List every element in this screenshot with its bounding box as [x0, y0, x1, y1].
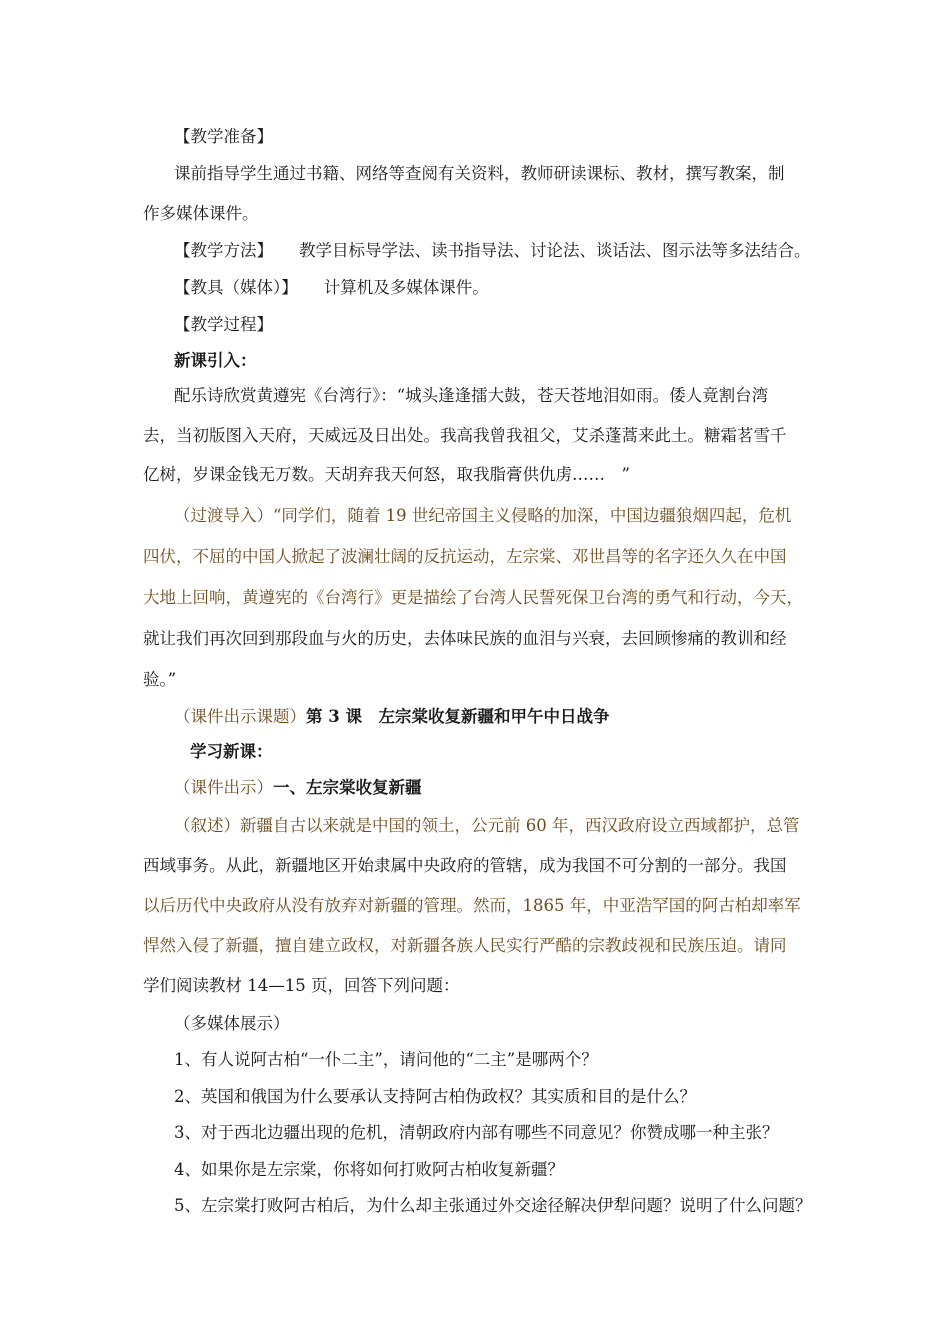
question-item: 2、英国和俄国为什么要承认支持阿古柏伪政权？其实质和目的是什么？	[174, 1087, 696, 1106]
intro-heading: 新课引入：	[174, 351, 257, 370]
question-item: 3、对于西北边疆出现的危机，清朝政府内部有哪些不同意见？你赞成哪一种主张？	[174, 1123, 779, 1142]
narration-line: 西域事务。从此，新疆地区开始隶属中央政府的管辖，成为我国不可分割的一部分。我国	[143, 856, 787, 875]
poem-line: 配乐诗欣赏黄遵宪《台湾行》：“城头逢逢擂大鼓，苍天苍地泪如雨。倭人竟割台湾	[174, 386, 769, 405]
prep-text-line: 课前指导学生通过书籍、网络等查阅有关资料，教师研读课标、教材，撰写教案，制	[174, 164, 785, 183]
method-line	[174, 240, 811, 262]
process-heading: 【教学过程】	[174, 315, 273, 334]
narration-line: 学们阅读教材 14—15 页，回答下列问题：	[143, 976, 460, 995]
narration-line: 悍然入侵了新疆，擅自建立政权，对新疆各族人民实行严酷的宗教歧视和民族压迫。请同	[143, 936, 787, 955]
tools-text: 计算机及多媒体课件。	[323, 278, 489, 297]
media-label: （多媒体展示）	[174, 1014, 290, 1033]
question-item: 4、如果你是左宗棠，你将如何打败阿古柏收复新疆？	[174, 1160, 564, 1179]
transition-line: 就让我们再次回到那段血与火的历史，去体味民族的血泪与兴衰，去回顾惨痛的教训和经	[143, 629, 787, 648]
question-item: 1、有人说阿古柏“一仆二主”，请问他的“二主”是哪两个？	[174, 1050, 598, 1069]
transition-line: 四伏，不屈的中国人掀起了波澜壮阔的反抗运动，左宗棠、邓世昌等的名字还久久在中国	[143, 547, 787, 566]
transition-line: 大地上回响，黄遵宪的《台湾行》更是描绘了台湾人民誓死保卫台湾的勇气和行动，今天，	[143, 588, 803, 607]
topic-title: 第 3 课 左宗棠收复新疆和甲午中日战争	[306, 707, 610, 726]
topic-prefix: （课件出示课题）	[174, 707, 306, 726]
transition-line: （过渡导入）“同学们，随着 19 世纪帝国主义侵略的加深，中国边疆狼烟四起，危机	[174, 506, 792, 525]
poem-line: 去，当初版图入天府，天威远及日出处。我高我曾我祖父，艾杀蓬蒿来此土。糖霜茗雪千	[143, 426, 787, 445]
part-heading	[174, 777, 422, 799]
tools-line	[174, 277, 489, 299]
tools-heading: 【教具（媒体）】	[174, 278, 298, 297]
prep-heading: 【教学准备】	[174, 127, 273, 146]
learn-heading: 学习新课：	[190, 742, 273, 761]
transition-line: 验。”	[143, 670, 177, 689]
method-heading: 【教学方法】	[174, 241, 273, 260]
prep-text-line: 作多媒体课件。	[143, 204, 259, 223]
poem-line: 亿树，岁课金钱无万数。天胡弃我天何怒，取我脂膏供仇虏…… ”	[143, 465, 630, 484]
narration-line: 以后历代中央政府从没有放弃对新疆的管理。然而，1865 年，中亚浩罕国的阿古柏却率军	[143, 896, 801, 915]
part-prefix: （课件出示）	[174, 778, 273, 797]
part-title: 一、左宗棠收复新疆	[273, 778, 422, 797]
lesson-topic	[174, 706, 609, 728]
narration-line: （叙述）新疆自古以来就是中国的领土，公元前 60 年，西汉政府设立西域都护，总管	[174, 816, 800, 835]
method-text: 教学目标导学法、读书指导法、讨论法、谈话法、图示法等多法结合。	[299, 241, 811, 260]
question-item: 5、左宗棠打败阿古柏后，为什么却主张通过外交途径解决伊犁问题？说明了什么问题？	[174, 1196, 812, 1215]
